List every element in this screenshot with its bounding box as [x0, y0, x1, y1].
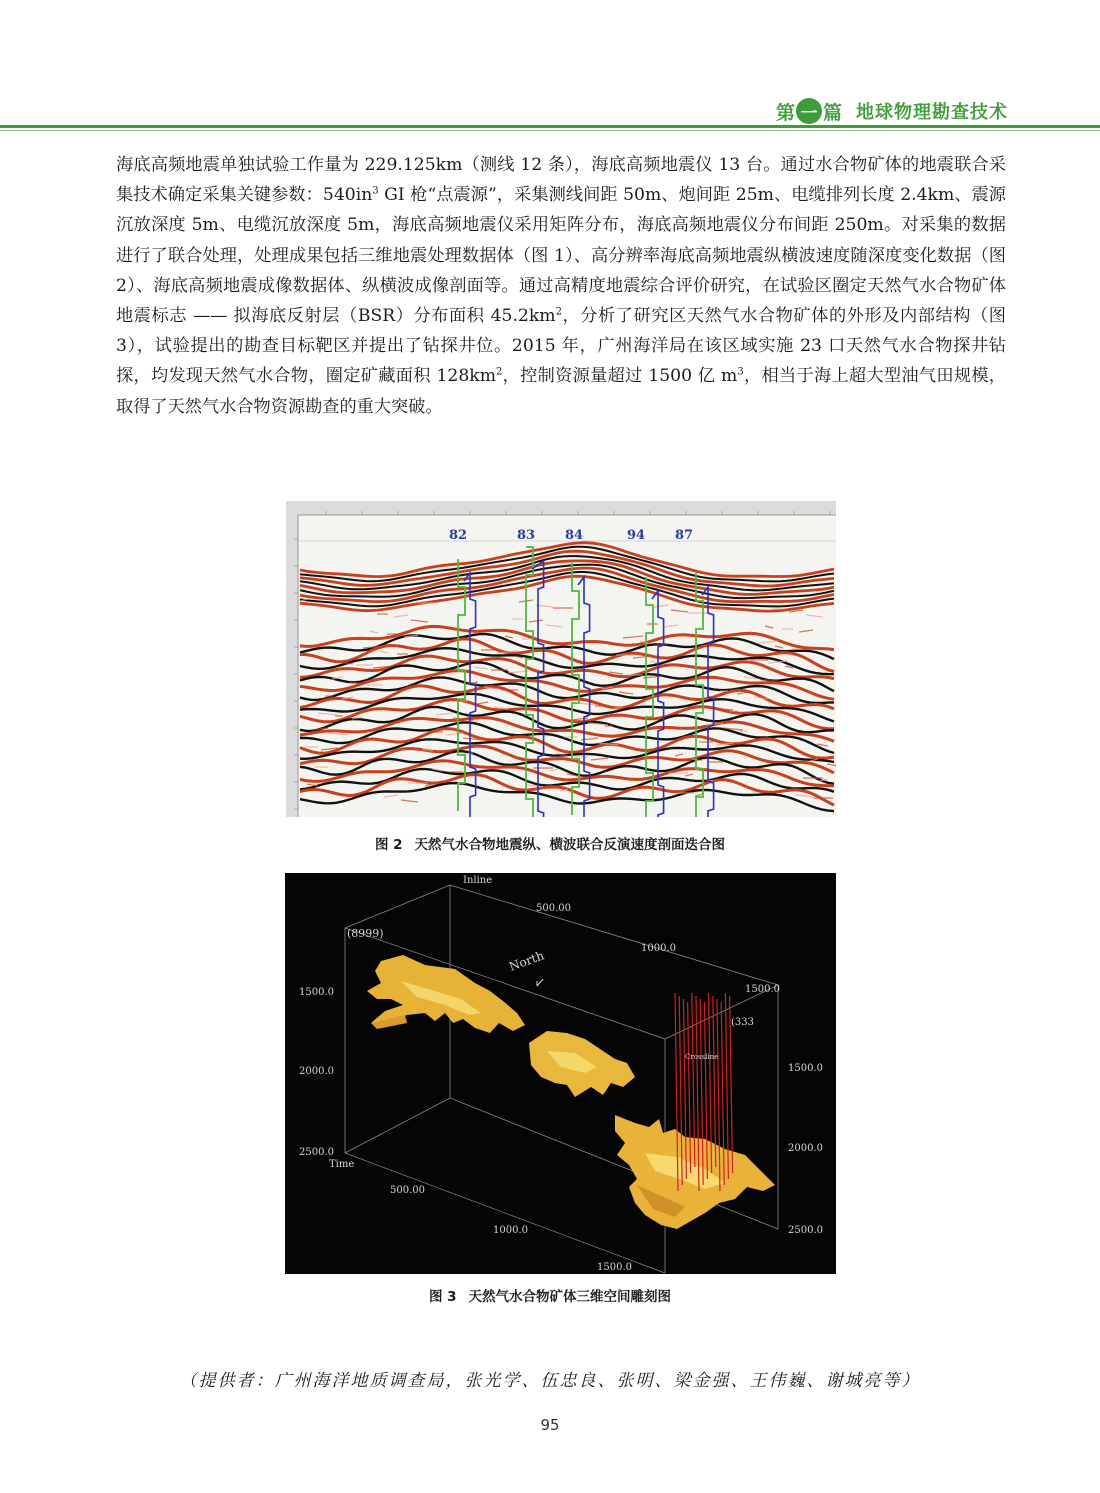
left-tick-label: 2500.0 [299, 1147, 334, 1158]
bottom-tick-label: 1000.0 [493, 1225, 528, 1236]
left-tick-label: 1500.0 [299, 987, 334, 998]
page-number: 95 [540, 1416, 560, 1434]
left-tick-label: 2000.0 [299, 1066, 334, 1077]
figure-2-title: 天然气水合物地震纵、横波联合反演速度剖面迭合图 [414, 837, 726, 853]
paragraph-text [116, 150, 1006, 422]
header-rule-thin [0, 130, 1100, 131]
well-label-84: 84 [564, 528, 584, 543]
hydrate-3d-image [285, 873, 836, 1274]
figure-2-caption [0, 833, 1100, 853]
part-number-badge: 一 [796, 98, 822, 124]
text-segment: ，相当于海上超大型油气田规模，取得了天然气水合物资源勘查的重大突破。 [116, 366, 1006, 417]
part-suffix: 篇 [822, 101, 842, 124]
well-label-83: 83 [516, 528, 536, 543]
figure-2-number: 图 2 [374, 837, 403, 853]
right-tick-label: 1500.0 [788, 1063, 823, 1074]
superscript: 3 [737, 366, 744, 378]
time-axis-label: Time [329, 1159, 355, 1170]
credits-line: （提供者：广州海洋地质调查局，张光学、伍忠良、张明、梁金强、王伟巍、谢城亮等） [179, 1371, 921, 1391]
north-label: North [507, 948, 546, 974]
header-rule [0, 125, 1100, 128]
right-tick-label: 2000.0 [788, 1143, 823, 1154]
figure-3-3d-view [285, 873, 836, 1274]
figure-3-title: 天然气水合物矿体三维空间雕刻图 [468, 1289, 672, 1305]
well-label-94: 94 [626, 528, 646, 543]
page-header [0, 95, 1100, 135]
superscript: 2 [496, 366, 503, 378]
body-paragraph [116, 150, 1006, 422]
figure-3-number: 图 3 [428, 1289, 457, 1305]
volume-id-label: (8999) [347, 927, 384, 940]
inline-axis-label: Inline [463, 875, 493, 886]
part-label [776, 99, 1008, 123]
seismic-section-image [286, 501, 836, 817]
top-tick-label: 500.00 [536, 903, 571, 914]
text-segment: ，控制资源量超过 1500 亿 m [502, 366, 738, 387]
well-label-87: 87 [674, 528, 694, 543]
superscript: 2 [555, 306, 562, 318]
text-segment: 海底高频地震单独试验工作量为 229.125km（测线 12 条），海底高频地震仪 13 台。通过水合物矿体的地震联合采集技术确定采集关键参数：540in [116, 155, 1006, 206]
superscript: 3 [372, 185, 379, 197]
text-segment: ，分析了研究区天然气水合物矿体的外形及内部结构（图 3），试验提出的勘查目标靶区并提出了钻探井位。2015 年，广州海洋局在该区域实施 23 口天然气水合物探井钻探，均发现天然气水合物，圈定矿藏面积 128km [116, 306, 1006, 387]
part-title: 地球物理勘查技术 [856, 102, 1008, 123]
part-prefix: 第 [775, 101, 795, 124]
text-segment: GI 枪“点震源”，采集测线间距 50m、炮间距 25m、电缆排列长度 2.4km、震源沉放深度 5m、电缆沉放深度 5m，海底高频地震仪采用矩阵分布，海底高频地震仪分布间距 250m。对采集的数据进行了联合处理，处理成果包括三维地震处理数据体（图 1）、高分辨率海底高频地震纵横波速度随深度变化数据（图 2）、海底高频地震成像数据体、纵横波成像剖面等。通过高精度地震综合评价研究，在试验区圈定天然气水合物矿体地震标志 —— 拟海底反射层（BSR）分布面积 45.2km [116, 185, 1006, 327]
crossline-axis-label: Crossline [685, 1053, 719, 1061]
top-tick-label: 1000.0 [641, 943, 676, 954]
right-tick-label: 2500.0 [788, 1225, 823, 1236]
well-label-82: 82 [448, 528, 468, 543]
top-tick-label: 1500.0 [745, 984, 780, 995]
bottom-tick-label: 500.00 [390, 1185, 425, 1196]
bottom-tick-label: 1500.0 [597, 1262, 632, 1273]
volume-id-label-right: (333 [731, 1017, 754, 1028]
figure-3-caption [0, 1285, 1100, 1305]
figure-2-seismic-section [286, 501, 836, 817]
